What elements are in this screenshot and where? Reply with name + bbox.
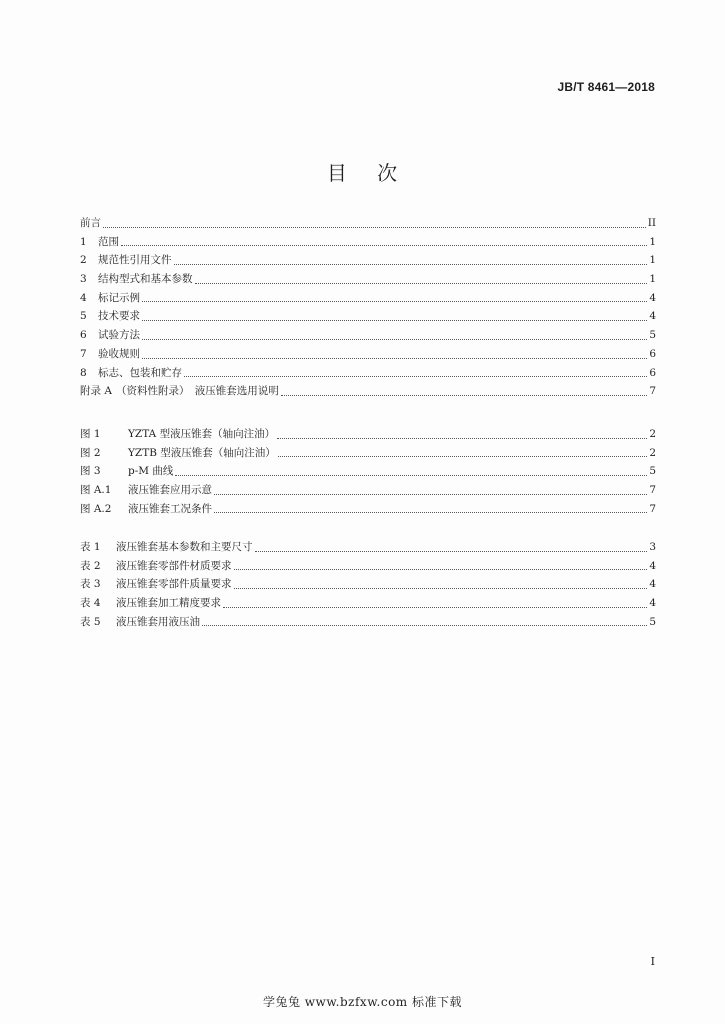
figure-entry-number: 图 3: [80, 465, 101, 478]
dot-leader: [174, 263, 648, 265]
toc-contents: [80, 214, 656, 401]
figure-entry-label: [80, 481, 212, 500]
figure-entry-label: [80, 500, 212, 519]
table-entry-title: 液压锥套基本参数和主要尺寸: [116, 541, 253, 553]
table-entry-label: [80, 575, 232, 594]
figure-entry-number: 图 A.1: [80, 484, 112, 497]
dot-leader: [278, 455, 648, 457]
watermark-text: 学兔兔 www.bzfxw.com 标准下载: [262, 995, 463, 1009]
figure-entry-page-number: 5: [649, 465, 656, 478]
figure-entry[interactable]: [80, 462, 656, 481]
figure-entry-title: 液压锥套工况条件: [128, 502, 212, 515]
page-title: 目 次: [326, 161, 399, 185]
table-entry-label: [80, 538, 253, 557]
table-entry-number: 表 1: [80, 541, 101, 553]
table-entry-title: 液压锥套零部件质量要求: [116, 578, 232, 591]
table-entry-number: 表 2: [80, 559, 101, 572]
toc-entry-number: 3: [80, 273, 87, 286]
toc-entry-page-number: 5: [649, 329, 656, 342]
dot-leader: [202, 624, 647, 626]
toc-entry-number: 1: [80, 235, 87, 248]
dot-leader: [175, 474, 647, 476]
figure-entry[interactable]: [80, 444, 656, 463]
toc-entry-title: 结构型式和基本参数: [98, 273, 193, 286]
toc-entry[interactable]: [80, 326, 656, 345]
toc-entry[interactable]: [80, 345, 656, 364]
figure-entry-title: YZTA 型液压锥套（轴向注油）: [128, 428, 276, 440]
figure-entry[interactable]: [80, 500, 656, 519]
table-entry-page-number: 4: [649, 559, 656, 572]
toc-entry-title: 验收规则: [98, 347, 140, 360]
table-entry-page-number: 3: [649, 541, 656, 553]
table-entry[interactable]: [80, 538, 656, 557]
figure-entry-page-number: 7: [649, 484, 656, 497]
toc-entry[interactable]: [80, 364, 656, 383]
toc-entry-number: 8: [80, 366, 87, 379]
toc-entry-title: 技术要求: [98, 310, 140, 323]
toc-entry-label: [80, 233, 119, 252]
figure-entry-page-number: 2: [649, 428, 656, 440]
toc-entry[interactable]: [80, 270, 656, 289]
dot-leader: [142, 300, 647, 302]
figure-entry-title: 液压锥套应用示意: [128, 484, 212, 497]
dot-leader: [214, 493, 647, 495]
table-entry-number: 表 3: [80, 578, 101, 591]
toc-entry-page-number: 1: [649, 273, 656, 286]
toc-entry[interactable]: [80, 382, 656, 401]
toc-entry[interactable]: [80, 251, 656, 270]
table-entry-label: [80, 594, 221, 613]
figure-entry-number: 图 1: [80, 428, 101, 440]
table-entry-number: 表 4: [80, 597, 101, 610]
toc-entry-number: 5: [80, 310, 87, 323]
toc-entry[interactable]: [80, 214, 656, 233]
table-entry[interactable]: [80, 613, 656, 632]
toc-entry-page-number: II: [647, 217, 656, 229]
toc-entry-title: （资料性附录） 液压锥套选用说明: [116, 385, 279, 398]
table-entry-page-number: 4: [649, 597, 656, 610]
toc-entry-number: 6: [80, 329, 87, 342]
toc-entry-page-number: 1: [649, 254, 656, 267]
dot-leader: [195, 282, 648, 284]
toc-entry-title: 标记示例: [98, 291, 140, 304]
figure-entry-label: [80, 425, 275, 444]
toc-entry[interactable]: [80, 233, 656, 252]
toc-entry-label: [80, 326, 140, 345]
dot-leader: [103, 226, 646, 228]
toc-entry-page-number: 4: [649, 310, 656, 323]
toc-entry-page-number: 1: [649, 235, 656, 248]
toc-entry-label: [80, 364, 182, 383]
figure-entry-title: YZTB 型液压锥套（轴向注油）: [128, 446, 276, 459]
table-entry-page-number: 4: [649, 578, 656, 591]
toc-entry-label: [80, 382, 279, 401]
toc-entry-number: 附录 A: [80, 385, 112, 398]
figure-entry[interactable]: [80, 481, 656, 500]
dot-leader: [142, 338, 647, 340]
toc-entry[interactable]: [80, 307, 656, 326]
table-entry-number: 表 5: [80, 615, 101, 628]
toc-entry-number: 7: [80, 347, 87, 360]
dot-leader: [277, 437, 647, 439]
toc-entry-label: [80, 307, 140, 326]
table-entry-page-number: 5: [649, 615, 656, 628]
dot-leader: [214, 511, 647, 513]
figure-entry-label: [80, 444, 276, 463]
toc-entry-page-number: 6: [649, 347, 656, 360]
figure-entry-label: [80, 462, 173, 481]
toc-entry-label: [80, 251, 172, 270]
toc-entry-label: [80, 214, 101, 233]
table-entry-title: 液压锥套零部件材质要求: [116, 559, 232, 572]
toc-entry-title: 前言: [80, 217, 101, 229]
figure-entry-title: p-M 曲线: [128, 465, 174, 478]
figure-entry-number: 图 A.2: [80, 502, 112, 515]
dot-leader: [121, 244, 647, 246]
page-folio: I: [650, 955, 655, 968]
dot-leader: [234, 587, 648, 589]
figure-entry-number: 图 2: [80, 446, 101, 459]
toc-entry-label: [80, 345, 140, 364]
figure-entry[interactable]: [80, 425, 656, 444]
figure-entry-page-number: 7: [649, 502, 656, 515]
dot-leader: [223, 606, 647, 608]
dot-leader: [281, 394, 648, 396]
toc-entry-label: [80, 270, 193, 289]
toc-entry-label: [80, 289, 140, 308]
table-entry-label: [80, 613, 200, 632]
dot-leader: [142, 357, 647, 359]
dot-leader: [234, 568, 648, 570]
toc-entry-page-number: 6: [649, 366, 656, 379]
toc-entry-number: 4: [80, 291, 87, 304]
toc-entry-title: 范围: [98, 235, 119, 248]
table-entry[interactable]: [80, 575, 656, 594]
dot-leader: [255, 550, 648, 552]
toc-entry-title: 试验方法: [98, 329, 140, 342]
dot-leader: [142, 319, 647, 321]
table-entry-label: [80, 557, 232, 576]
toc-figures: [80, 425, 656, 518]
dot-leader: [184, 375, 647, 377]
figure-entry-page-number: 2: [649, 446, 656, 459]
table-entry-title: 液压锥套加工精度要求: [116, 597, 221, 610]
toc-entry-page-number: 4: [649, 291, 656, 304]
table-entry[interactable]: [80, 594, 656, 613]
table-entry-title: 液压锥套用液压油: [116, 615, 200, 628]
toc-entry-title: 标志、包装和贮存: [98, 366, 182, 379]
toc-entry[interactable]: [80, 289, 656, 308]
table-entry[interactable]: [80, 557, 656, 576]
toc-entry-number: 2: [80, 254, 87, 267]
toc-entry-title: 规范性引用文件: [98, 254, 172, 267]
standard-number: JB/T 8461—2018: [557, 80, 655, 94]
toc-entry-page-number: 7: [649, 385, 656, 398]
toc-tables: [80, 538, 656, 631]
